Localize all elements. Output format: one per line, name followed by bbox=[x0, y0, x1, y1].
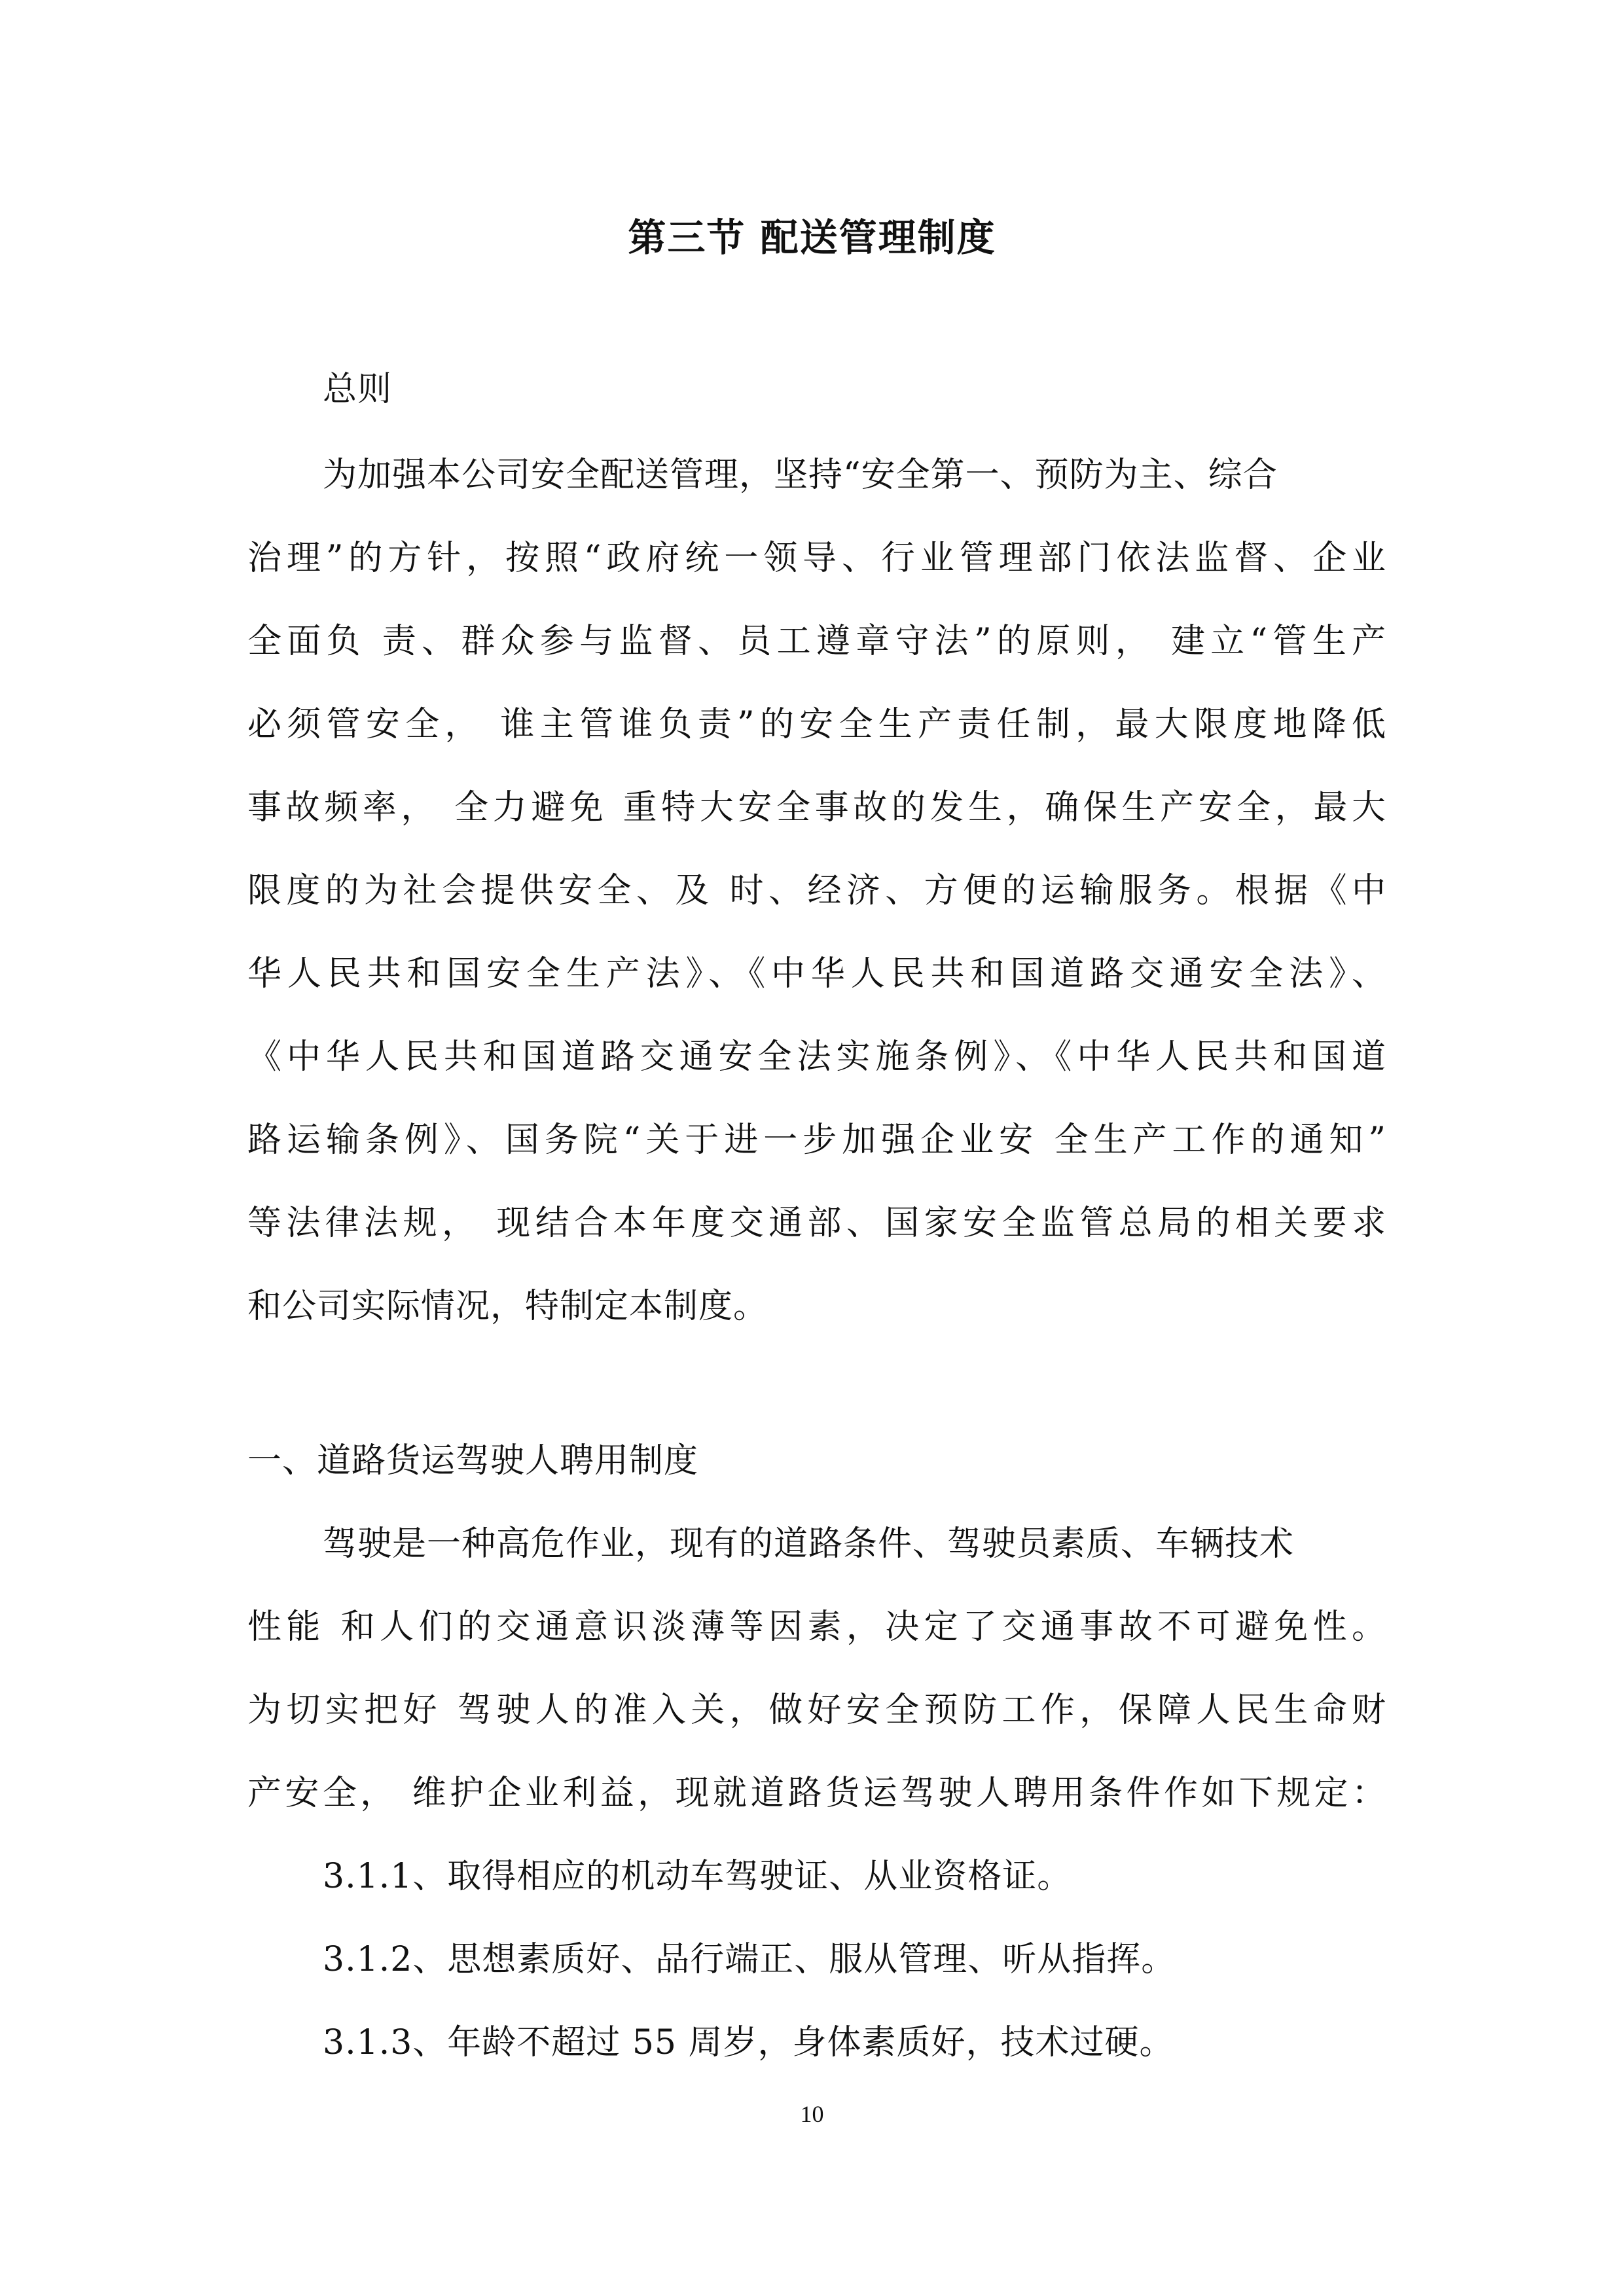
section-paragraph-line: 为切实把好 驾驶人的准入关，做好安全预防工作，保障人民生命财 bbox=[247, 1691, 1386, 1730]
intro-paragraph-line: 和公司实际情况，特制定本制度。 bbox=[247, 1287, 768, 1326]
list-item: 3.1.1、取得相应的机动车驾驶证、从业资格证。 bbox=[323, 1857, 1072, 1896]
section-paragraph-line: 性能 和人们的交通意识淡薄等因素，决定了交通事故不可避免性。 bbox=[247, 1607, 1386, 1647]
intro-paragraph-line: 路运输条例》、国务院“关于进一步加强企业安 全生产工作的通知” bbox=[247, 1121, 1386, 1160]
page-number: 10 bbox=[800, 2101, 824, 2127]
intro-paragraph-line: 《中华人民共和国道路交通安全法实施条例》、《中华人民共和国道 bbox=[247, 1037, 1386, 1077]
section-paragraph-line: 产安全， 维护企业利益，现就道路货运驾驶人聘用条件作如下规定： bbox=[247, 1774, 1386, 1813]
intro-paragraph-line: 为加强本公司安全配送管理，坚持“安全第一、预防为主、综合 bbox=[323, 456, 1278, 495]
intro-paragraph-line: 治理”的方针，按照“政府统一领导、行业管理部门依法监督、企业 bbox=[247, 539, 1386, 578]
intro-paragraph-line: 必须管安全， 谁主管谁负责”的安全生产责任制，最大限度地降低 bbox=[247, 705, 1386, 744]
general-heading: 总则 bbox=[323, 370, 393, 409]
intro-paragraph-line: 限度的为社会提供安全、及 时、经济、方便的运输服务。根据《中 bbox=[247, 871, 1386, 910]
intro-paragraph-line: 等法律法规， 现结合本年度交通部、国家安全监管总局的相关要求 bbox=[247, 1204, 1386, 1243]
list-item: 3.1.3、年龄不超过 55 周岁，身体素质好，技术过硬。 bbox=[323, 2023, 1174, 2062]
list-item: 3.1.2、思想素质好、品行端正、服从管理、听从指挥。 bbox=[323, 1940, 1176, 1979]
intro-paragraph-line: 华人民共和国安全生产法》、《中华人民共和国道路交通安全法》、 bbox=[247, 954, 1386, 994]
page-title: 第三节 配送管理制度 bbox=[628, 215, 996, 260]
intro-paragraph-line: 全面负 责、群众参与监督、员工遵章守法”的原则， 建立“管生产 bbox=[247, 622, 1386, 661]
intro-paragraph-line: 事故频率， 全力避免 重特大安全事故的发生，确保生产安全，最大 bbox=[247, 788, 1386, 827]
section-paragraph-line: 驾驶是一种高危作业，现有的道路条件、驾驶员素质、车辆技术 bbox=[323, 1524, 1295, 1564]
section-heading: 一、道路货运驾驶人聘用制度 bbox=[247, 1441, 699, 1480]
